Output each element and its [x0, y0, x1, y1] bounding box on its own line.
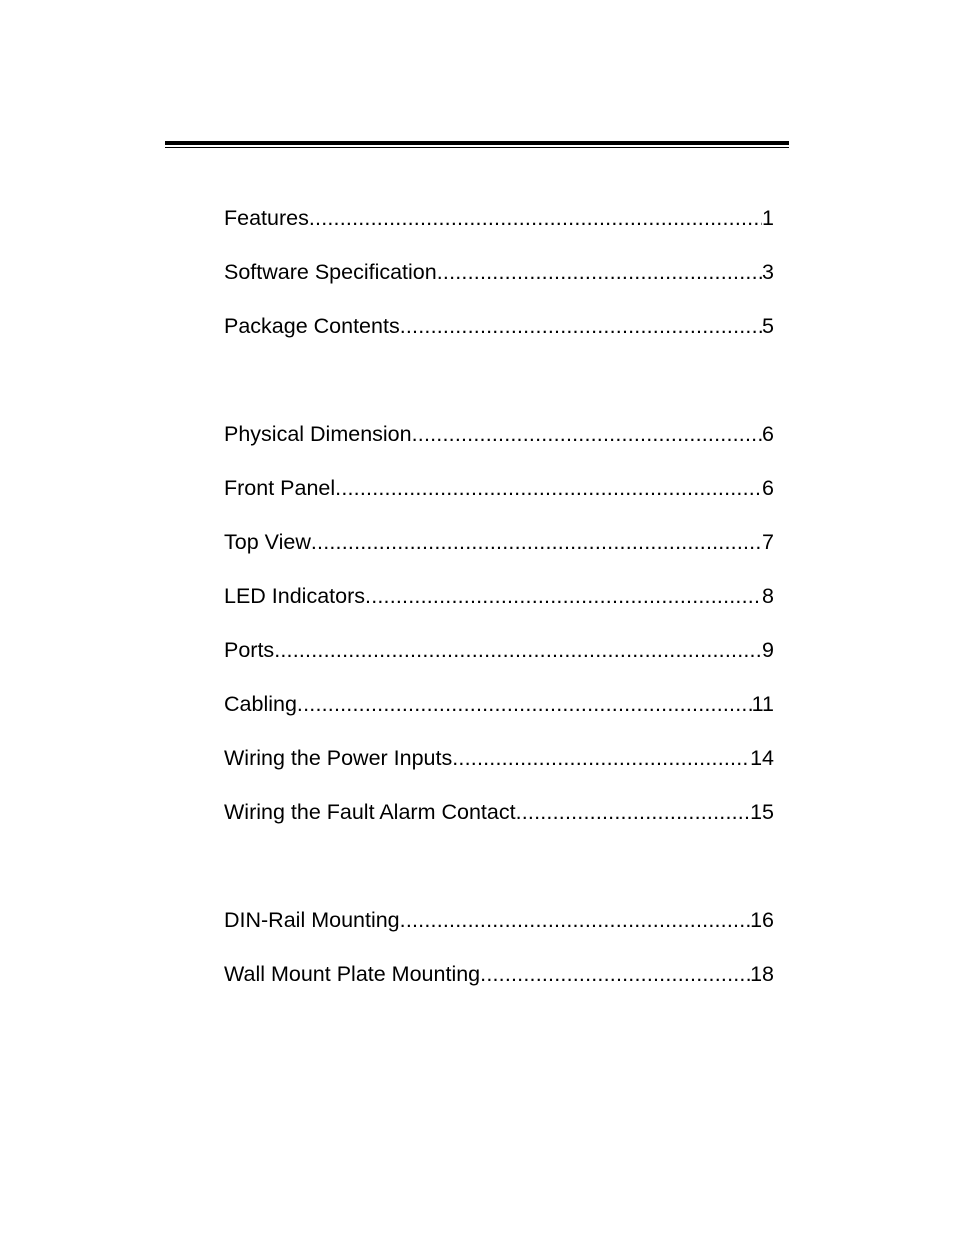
toc-entry-label: Wiring the Power Inputs: [224, 746, 453, 770]
toc-dot-leader: [437, 257, 762, 287]
toc-entry-led-indicators[interactable]: [224, 581, 774, 635]
toc-page-number: 1: [762, 206, 774, 230]
header-rule-thick: [165, 141, 789, 145]
toc-page-number: 6: [762, 476, 774, 500]
toc-entry-ports[interactable]: [224, 635, 774, 689]
toc-page-number: 16: [750, 908, 774, 932]
toc-entry-software-specification[interactable]: [224, 257, 774, 311]
toc-dot-leader: [452, 743, 750, 773]
toc-page-number: 8: [762, 584, 774, 608]
toc-entry-physical-dimension[interactable]: [224, 419, 774, 473]
toc-entry-package-contents[interactable]: [224, 311, 774, 365]
toc-entry-label: Software Specification: [224, 260, 437, 284]
toc-dot-leader: [297, 689, 752, 719]
toc-entry-wiring-power-inputs[interactable]: [224, 743, 774, 797]
toc-entry-din-rail-mounting[interactable]: [224, 905, 774, 959]
toc-page-number: 6: [762, 422, 774, 446]
toc-page-number: 14: [750, 746, 774, 770]
header-rule-thin: [165, 147, 789, 148]
toc-page-number: 18: [750, 962, 774, 986]
toc-entry-label: Wiring the Fault Alarm Contact: [224, 800, 516, 824]
toc-page-number: 5: [762, 314, 774, 338]
toc-entry-label: Top View: [224, 530, 311, 554]
toc-page-number: 9: [762, 638, 774, 662]
toc-dot-leader: [274, 635, 762, 665]
toc-entry-label: Wall Mount Plate Mounting: [224, 962, 481, 986]
toc-entry-label: DIN-Rail Mounting: [224, 908, 400, 932]
toc-page-number: 15: [750, 800, 774, 824]
toc-entry-label: LED Indicators: [224, 584, 366, 608]
toc-page-number: 11: [751, 692, 774, 716]
toc-dot-leader: [335, 473, 762, 503]
toc-dot-leader: [311, 527, 762, 557]
toc-entry-features[interactable]: [224, 203, 774, 257]
toc-group: [224, 905, 774, 1013]
toc-entry-label: Features: [224, 206, 309, 230]
toc-entry-label: Cabling: [224, 692, 297, 716]
toc-dot-leader: [400, 311, 762, 341]
toc-page-number: 3: [762, 260, 774, 284]
toc-dot-leader: [400, 905, 750, 935]
toc-dot-leader: [516, 797, 751, 827]
toc-group: [224, 203, 774, 365]
toc-entry-cabling[interactable]: [224, 689, 774, 743]
toc-entry-label: Ports: [224, 638, 275, 662]
toc-entry-label: Front Panel: [224, 476, 336, 500]
toc-dot-leader: [365, 581, 762, 611]
toc-entry-front-panel[interactable]: [224, 473, 774, 527]
toc-entry-label: Package Contents: [224, 314, 400, 338]
toc-dot-leader: [480, 959, 750, 989]
toc-entry-wall-mount-plate-mounting[interactable]: [224, 959, 774, 1013]
toc-dot-leader: [309, 203, 762, 233]
table-of-contents: [224, 203, 774, 1013]
toc-page-number: 7: [762, 530, 774, 554]
toc-entry-wiring-fault-alarm-contact[interactable]: [224, 797, 774, 851]
toc-group: [224, 419, 774, 851]
toc-entry-top-view[interactable]: [224, 527, 774, 581]
toc-dot-leader: [412, 419, 762, 449]
toc-entry-label: Physical Dimension: [224, 422, 412, 446]
